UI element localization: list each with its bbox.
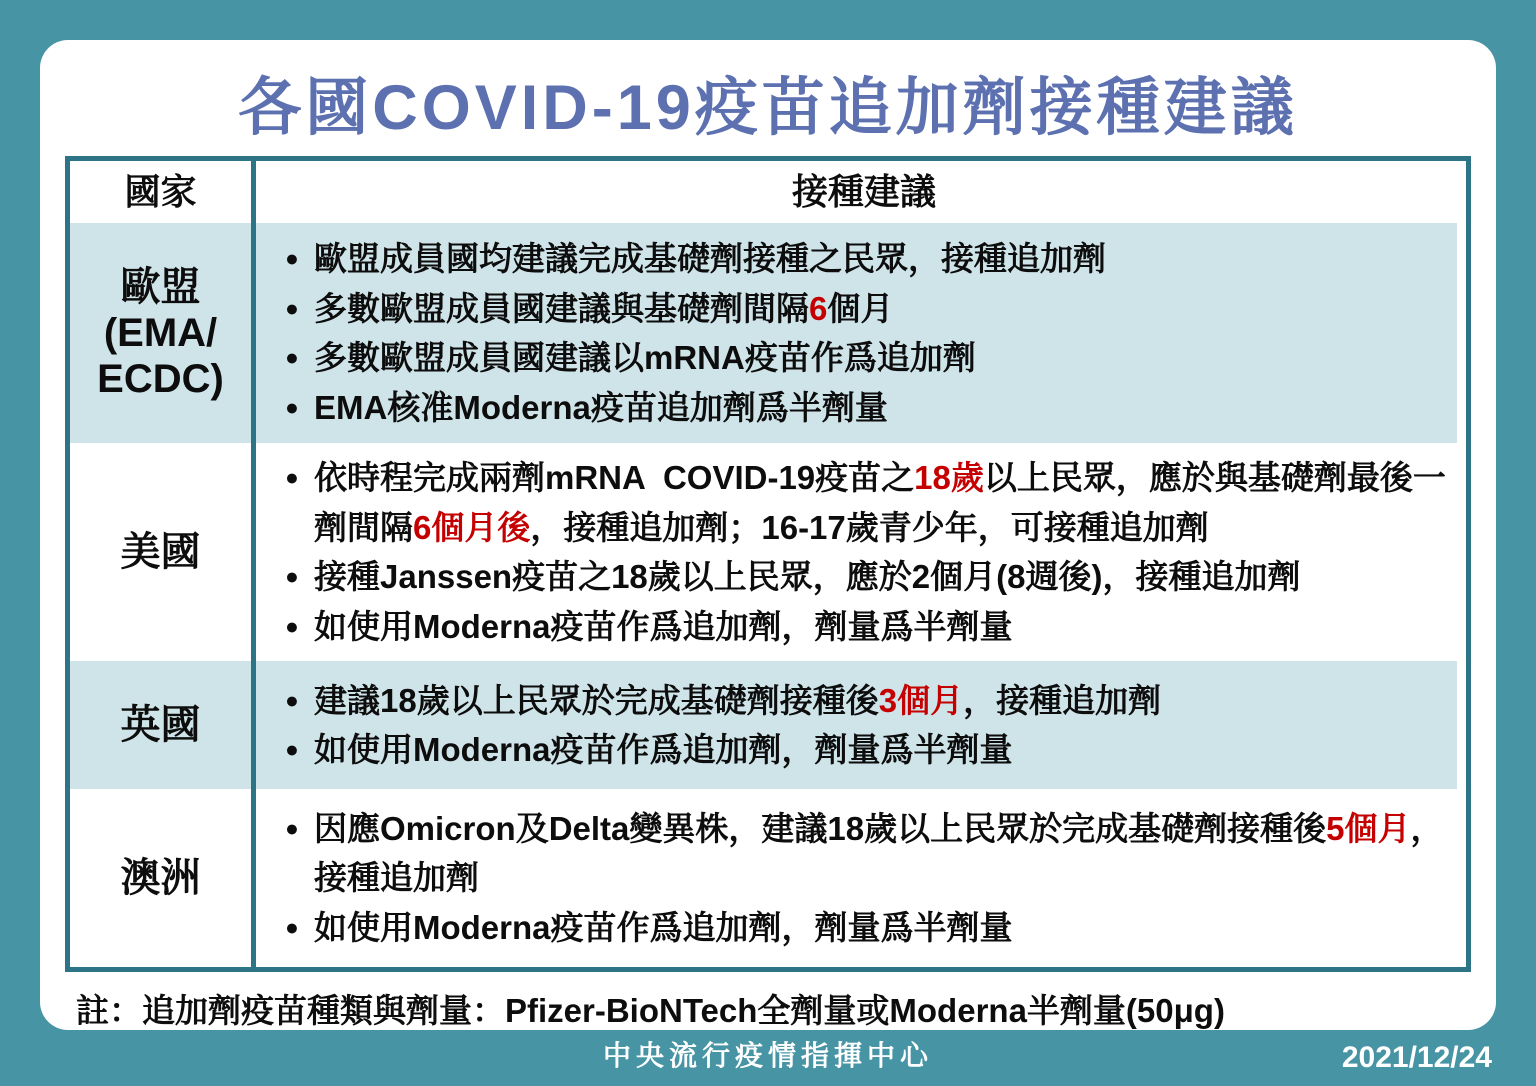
table-row (70, 443, 1466, 661)
country-cell (70, 661, 256, 789)
recommendation-cell (256, 789, 1466, 967)
bullet-item (270, 552, 1458, 602)
bullet-text: 依時程完成兩劑mRNA COVID-19疫苗之18歲以上民眾，應於與基礎劑最後一劑間隔6個月後，接種追加劑；16-17歲青少年，可接種追加劑 (314, 459, 1446, 546)
header-recommendation: 接種建議 (256, 161, 1466, 223)
bullet-text: 建議18歲以上民眾於完成基礎劑接種後3個月，接種追加劑 (314, 681, 1162, 719)
bullet-icon: ● (285, 344, 299, 370)
country-cell (70, 223, 256, 443)
bullet-icon: ● (285, 464, 299, 490)
country-line: 澳洲 (120, 856, 201, 900)
bullet-item (270, 333, 1458, 383)
country-cell (70, 443, 256, 661)
country-line: 美國 (120, 530, 201, 574)
page-title: 各國COVID-19疫苗追加劑接種建議 (238, 72, 1298, 143)
bullet-icon: ● (285, 245, 299, 271)
recommendation-cell (256, 661, 1466, 789)
bullet-text: 接種Janssen疫苗之18歲以上民眾，應於2個月(8週後)，接種追加劑 (314, 558, 1301, 595)
table-row (70, 223, 1466, 443)
recommendation-cell (256, 223, 1466, 443)
footnote: 註：追加劑疫苗種類與劑量：Pfizer-BioNTech全劑量或Moderna半劑量(50μg) (76, 992, 1225, 1029)
table-body (70, 223, 1466, 967)
bullet-item (270, 602, 1458, 652)
bullet-item (270, 804, 1458, 903)
table-row (70, 661, 1466, 789)
bullet-text: 多數歐盟成員國建議與基礎劑間隔6個月 (314, 289, 894, 327)
recommendation-cell (256, 443, 1466, 661)
bullet-icon: ● (285, 814, 299, 841)
bullet-text: 如使用Moderna疫苗作爲追加劑，劑量爲半劑量 (314, 908, 1013, 946)
recommendations-table (65, 156, 1471, 972)
bullet-icon: ● (285, 736, 299, 762)
bullet-icon: ● (285, 612, 299, 639)
bullet-text: 多數歐盟成員國建議以mRNA疫苗作爲追加劑 (314, 339, 976, 376)
bullet-item (270, 676, 1458, 726)
header-country: 國家 (70, 161, 256, 223)
country-line: 歐盟 (120, 265, 201, 309)
bullet-text: EMA核准Moderna疫苗追加劑爲半劑量 (314, 388, 888, 426)
bullet-item (270, 453, 1458, 552)
bullet-text: 如使用Moderna疫苗作爲追加劑，劑量爲半劑量 (314, 607, 1013, 645)
country-cell (70, 789, 256, 967)
table-row (70, 789, 1466, 967)
table-header-row (70, 161, 1466, 223)
bullet-icon: ● (285, 563, 299, 589)
country-line: 英國 (120, 703, 201, 747)
bullet-item (270, 383, 1458, 433)
bullet-icon: ● (285, 294, 299, 321)
bullet-text: 因應Omicron及Delta變異株，建議18歲以上民眾於完成基礎劑接種後5個月，接種追加劑 (314, 809, 1444, 897)
bullet-item (270, 725, 1458, 775)
country-line: ECDC) (97, 357, 224, 401)
bullet-icon: ● (285, 686, 299, 713)
bullet-icon: ● (285, 393, 299, 420)
bullet-text: 歐盟成員國均建議完成基礎劑接種之民眾，接種追加劑 (314, 240, 1106, 277)
bullet-item (270, 903, 1458, 953)
bullet-text: 如使用Moderna疫苗作爲追加劑，劑量爲半劑量 (314, 731, 1013, 768)
content-card (40, 40, 1496, 1030)
footer-agency: 中央流行疫情指揮中心 (602, 1040, 933, 1071)
bullet-icon: ● (285, 913, 299, 940)
country-line: (EMA/ (103, 311, 218, 355)
footer-date: 2021/12/24 (1341, 1041, 1492, 1074)
bullet-item (270, 284, 1458, 334)
bullet-item (270, 234, 1458, 284)
